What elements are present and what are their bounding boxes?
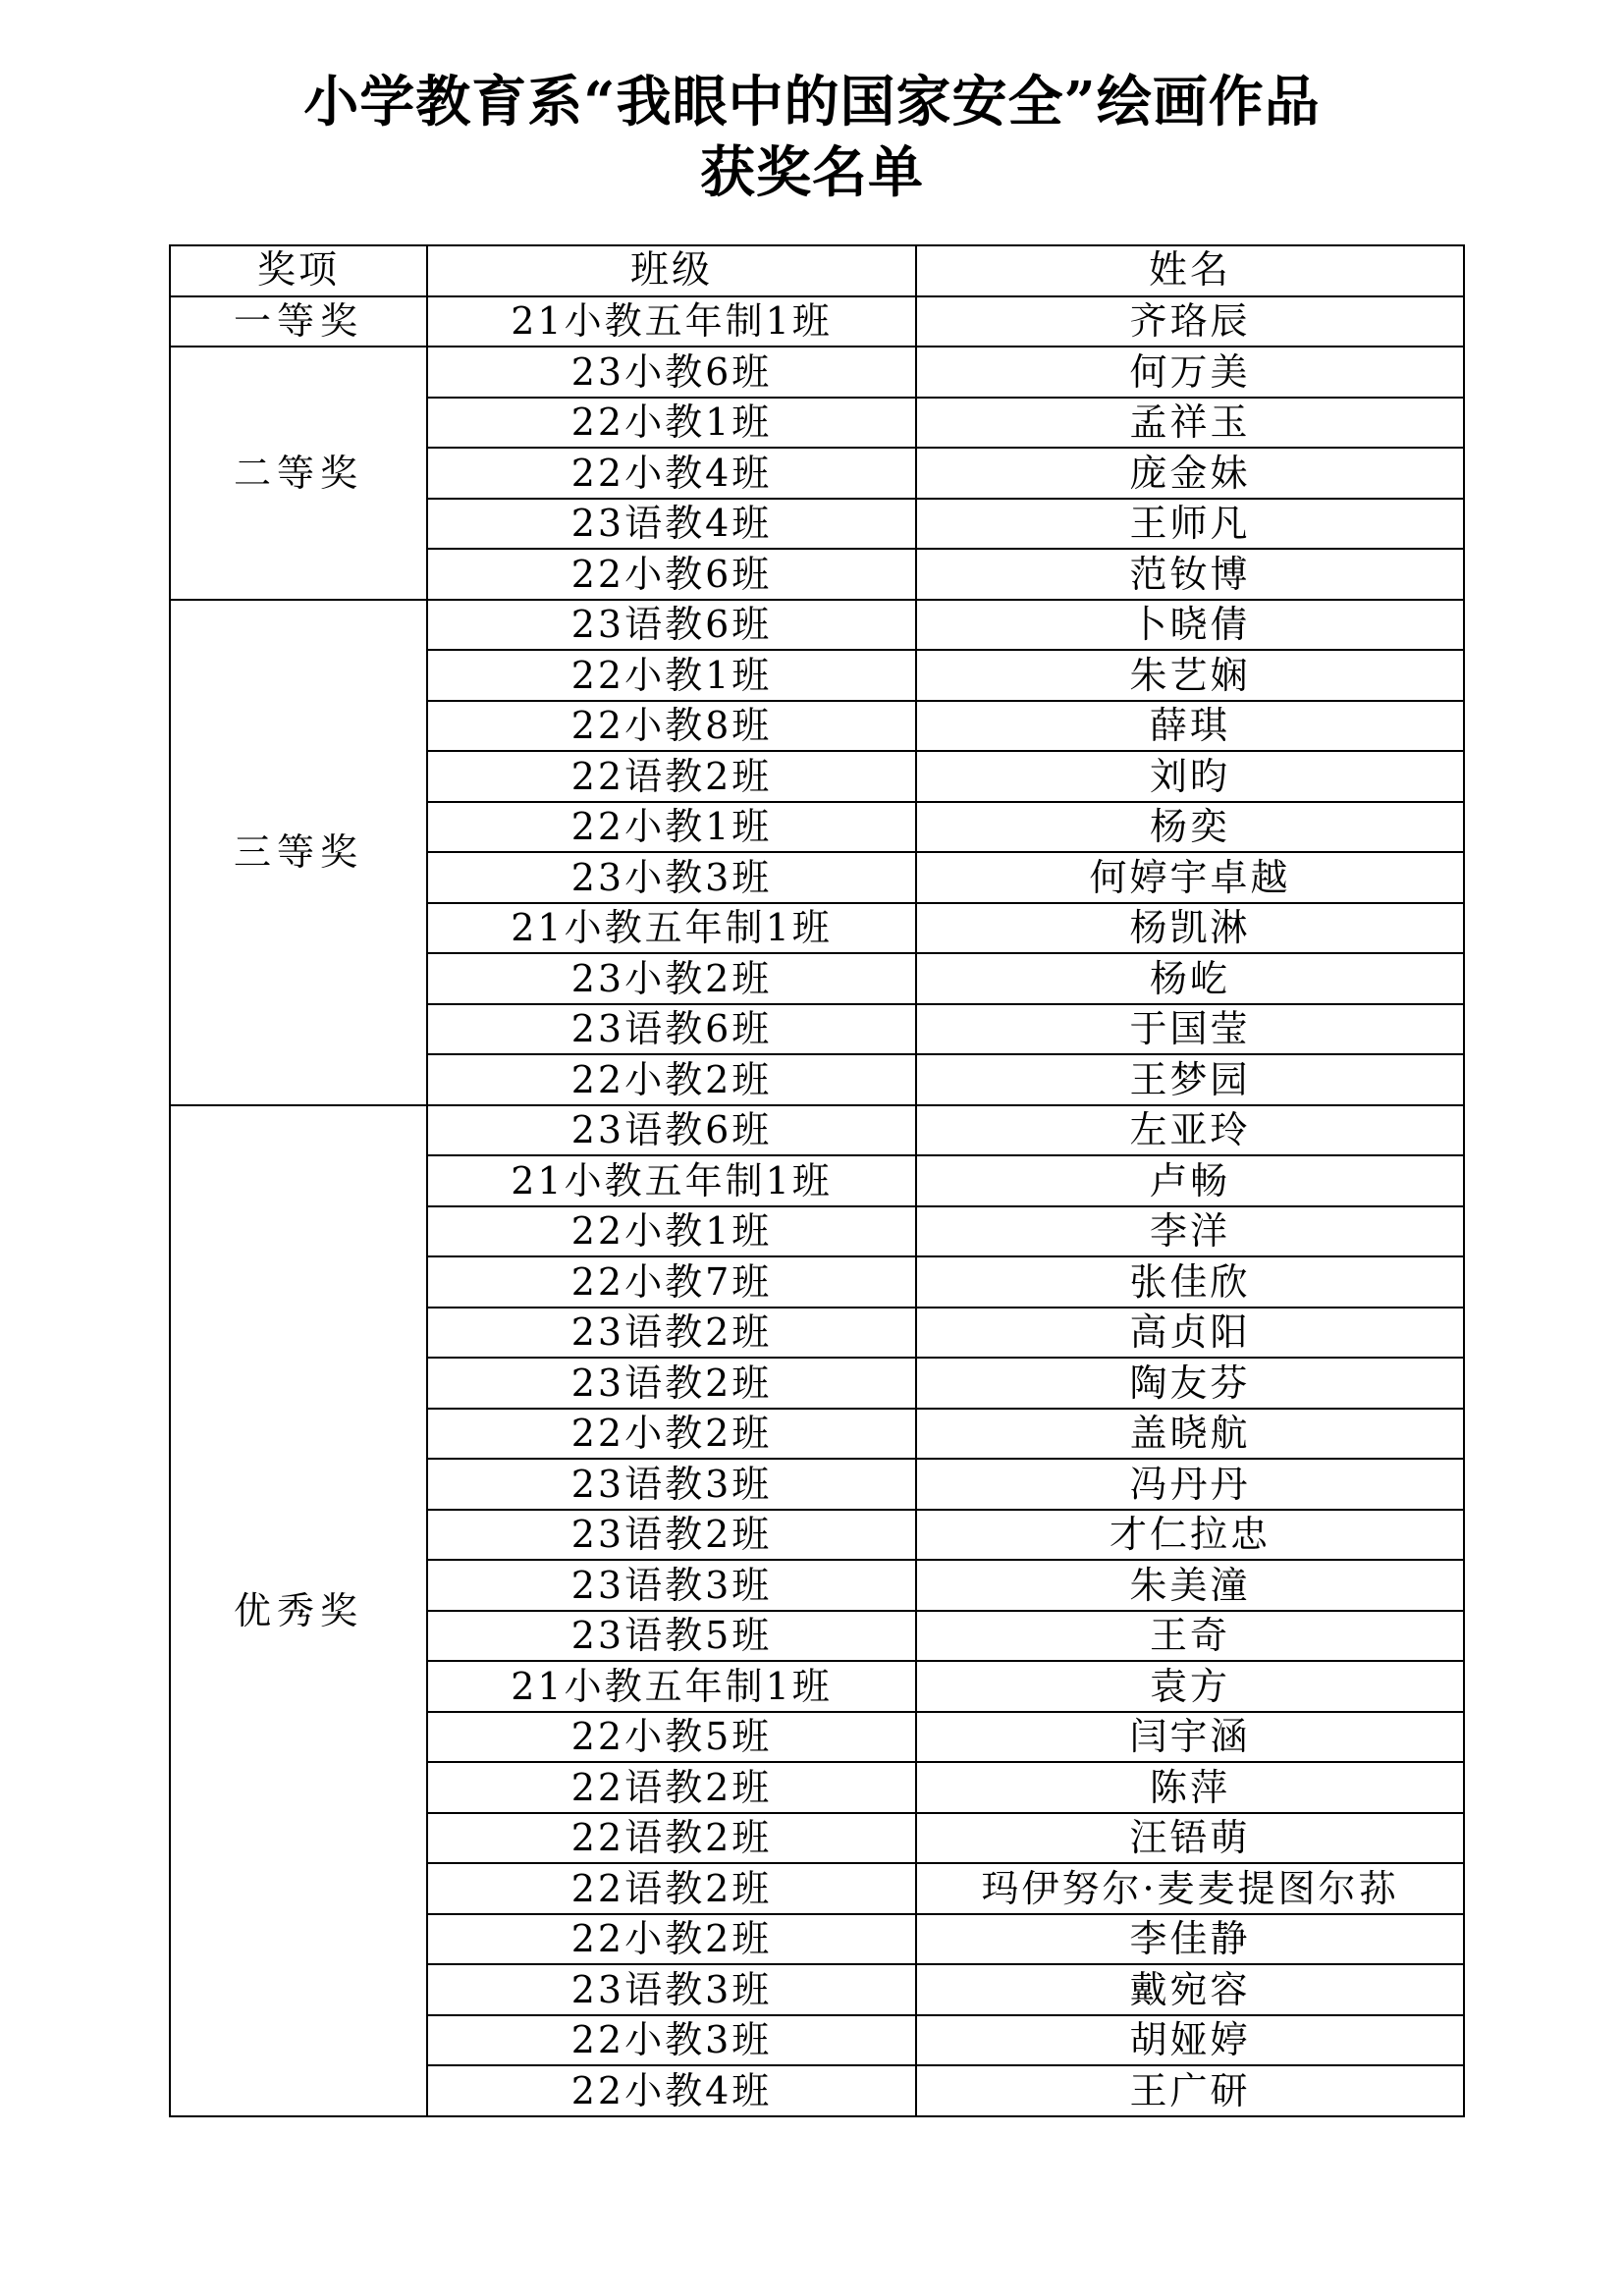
student-name-cell: 李佳静	[916, 1914, 1464, 1965]
header-class: 班级	[427, 245, 916, 296]
student-name-cell: 高贞阳	[916, 1308, 1464, 1359]
class-cell: 23语教3班	[427, 1459, 916, 1510]
student-name-cell: 朱美潼	[916, 1560, 1464, 1611]
title-line-1: 小学教育系“我眼中的国家安全”绘画作品	[303, 70, 1321, 134]
class-cell: 23语教3班	[427, 1964, 916, 2015]
class-cell: 22小教6班	[427, 549, 916, 600]
student-name-cell: 袁方	[916, 1661, 1464, 1712]
class-cell: 23语教6班	[427, 600, 916, 651]
class-cell: 22小教1班	[427, 398, 916, 449]
student-name-cell: 张佳欣	[916, 1256, 1464, 1308]
class-cell: 23小教6班	[427, 347, 916, 398]
student-name-cell: 戴宛容	[916, 1964, 1464, 2015]
student-name-cell: 何婷宇卓越	[916, 852, 1464, 903]
student-name-cell: 范钕博	[916, 549, 1464, 600]
award-level-cell: 优秀奖	[170, 1105, 427, 2116]
student-name-cell: 李洋	[916, 1206, 1464, 1257]
class-cell: 22小教1班	[427, 1206, 916, 1257]
award-level-cell: 一等奖	[170, 296, 427, 347]
class-cell: 22小教7班	[427, 1256, 916, 1308]
student-name-cell: 王师凡	[916, 499, 1464, 550]
class-cell: 22小教2班	[427, 1409, 916, 1460]
student-name-cell: 冯丹丹	[916, 1459, 1464, 1510]
class-cell: 21小教五年制1班	[427, 1661, 916, 1712]
student-name-cell: 齐珞辰	[916, 296, 1464, 347]
header-name: 姓名	[916, 245, 1464, 296]
class-cell: 21小教五年制1班	[427, 1155, 916, 1206]
student-name-cell: 汪铻萌	[916, 1813, 1464, 1864]
student-name-cell: 陈萍	[916, 1762, 1464, 1813]
class-cell: 22小教8班	[427, 701, 916, 752]
class-cell: 23语教2班	[427, 1510, 916, 1561]
student-name-cell: 王梦园	[916, 1054, 1464, 1105]
table-row	[170, 347, 1464, 398]
class-cell: 23语教2班	[427, 1308, 916, 1359]
student-name-cell: 王广研	[916, 2065, 1464, 2116]
class-cell: 22小教4班	[427, 2065, 916, 2116]
class-cell: 23语教2班	[427, 1358, 916, 1409]
award-table	[169, 244, 1465, 2117]
student-name-cell: 才仁拉忠	[916, 1510, 1464, 1561]
student-name-cell: 左亚玲	[916, 1105, 1464, 1156]
award-level-cell: 三等奖	[170, 600, 427, 1105]
class-cell: 22语教2班	[427, 1762, 916, 1813]
class-cell: 22小教2班	[427, 1914, 916, 1965]
student-name-cell: 陶友芬	[916, 1358, 1464, 1409]
student-name-cell: 薛琪	[916, 701, 1464, 752]
class-cell: 22语教2班	[427, 1813, 916, 1864]
class-cell: 23小教3班	[427, 852, 916, 903]
table-row	[170, 1105, 1464, 1156]
class-cell: 22小教5班	[427, 1712, 916, 1763]
class-cell: 23语教5班	[427, 1611, 916, 1662]
student-name-cell: 闫宇涵	[916, 1712, 1464, 1763]
class-cell: 23语教4班	[427, 499, 916, 550]
student-name-cell: 盖晓航	[916, 1409, 1464, 1460]
award-level-cell: 二等奖	[170, 347, 427, 600]
student-name-cell: 卜晓倩	[916, 600, 1464, 651]
class-cell: 23语教3班	[427, 1560, 916, 1611]
class-cell: 22小教4班	[427, 448, 916, 499]
student-name-cell: 胡娅婷	[916, 2015, 1464, 2066]
document-title	[0, 67, 1624, 208]
class-cell: 22小教2班	[427, 1054, 916, 1105]
table-row	[170, 600, 1464, 651]
student-name-cell: 杨屹	[916, 953, 1464, 1004]
class-cell: 21小教五年制1班	[427, 296, 916, 347]
student-name-cell: 孟祥玉	[916, 398, 1464, 449]
class-cell: 22小教1班	[427, 802, 916, 853]
student-name-cell: 朱艺娴	[916, 650, 1464, 701]
class-cell: 22小教3班	[427, 2015, 916, 2066]
class-cell: 23语教6班	[427, 1105, 916, 1156]
table-row	[170, 296, 1464, 347]
header-award: 奖项	[170, 245, 427, 296]
class-cell: 22语教2班	[427, 1863, 916, 1914]
student-name-cell: 王奇	[916, 1611, 1464, 1662]
header-row	[170, 245, 1464, 296]
student-name-cell: 庞金妹	[916, 448, 1464, 499]
title-line-2: 获奖名单	[700, 140, 924, 205]
student-name-cell: 何万美	[916, 347, 1464, 398]
student-name-cell: 刘昀	[916, 751, 1464, 802]
class-cell: 23小教2班	[427, 953, 916, 1004]
student-name-cell: 杨奕	[916, 802, 1464, 853]
student-name-cell: 杨凯淋	[916, 903, 1464, 954]
student-name-cell: 玛伊努尔·麦麦提图尔荪	[916, 1863, 1464, 1914]
class-cell: 21小教五年制1班	[427, 903, 916, 954]
class-cell: 23语教6班	[427, 1004, 916, 1055]
award-table-body	[170, 296, 1464, 2116]
student-name-cell: 卢畅	[916, 1155, 1464, 1206]
student-name-cell: 于国莹	[916, 1004, 1464, 1055]
class-cell: 22语教2班	[427, 751, 916, 802]
class-cell: 22小教1班	[427, 650, 916, 701]
